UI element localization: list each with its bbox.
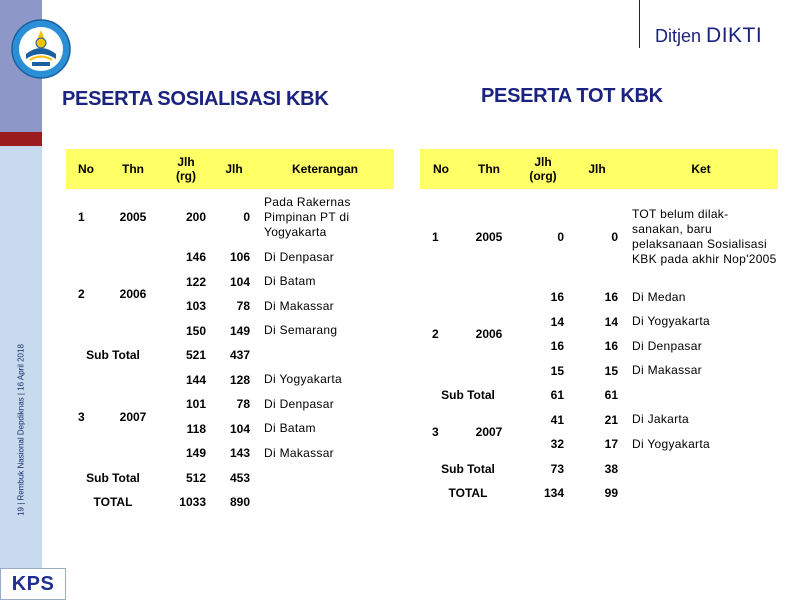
- sidebar-red-stripe: [0, 132, 42, 146]
- cell-ket: [624, 383, 778, 408]
- table-header-row: [66, 149, 394, 189]
- cell-thn: 2005: [475, 230, 503, 244]
- cell-ket: Di Makassar: [264, 298, 334, 313]
- cell-jlh-rg: 521: [185, 348, 206, 363]
- col-jlh-rg: [160, 149, 212, 189]
- col-thn: Thn: [106, 149, 160, 189]
- cell-jlh-rg: 101: [185, 397, 206, 412]
- col-jlh-org-line1: Jlh: [534, 155, 552, 169]
- cell-no: 2: [432, 327, 439, 341]
- cell-ket: [624, 481, 778, 506]
- cell-ket: [256, 490, 394, 515]
- cell-jlh: 128: [229, 372, 250, 387]
- subtotal-row: [66, 466, 394, 491]
- subtotal-row: [420, 457, 778, 482]
- tut-wuri-handayani-logo-icon: [10, 18, 72, 80]
- cell-jlh: 143: [229, 446, 250, 461]
- col-thn: Thn: [462, 149, 516, 189]
- total-row: [66, 490, 394, 515]
- cell-ket: Di Semarang: [264, 323, 338, 338]
- col-jlh-rg-line1: Jlh: [177, 155, 195, 169]
- col-ket: Ket: [624, 149, 778, 189]
- cell-jlh-org: 14: [550, 314, 564, 329]
- cell-ket: [624, 457, 778, 482]
- cell-ket: Di Medan: [632, 289, 686, 304]
- cell-jlh: 17: [604, 437, 618, 452]
- cell-jlh-rg: 146: [185, 250, 206, 265]
- cell-jlh: 0: [611, 230, 618, 244]
- col-jlh: Jlh: [212, 149, 256, 189]
- cell-jlh-rg: 118: [186, 421, 206, 436]
- table-row: [420, 285, 778, 310]
- cell-ket: Di Yogyakarta: [632, 436, 710, 451]
- cell-jlh: 106: [229, 250, 250, 265]
- cell-jlh-rg: 512: [185, 470, 206, 485]
- cell-no: 1: [78, 210, 85, 224]
- cell-jlh: 104: [229, 274, 250, 289]
- total-label: TOTAL: [448, 486, 488, 501]
- subtotal-row: [420, 383, 778, 408]
- cell-jlh-org: 16: [550, 339, 564, 354]
- cell-jlh: 99: [604, 486, 618, 501]
- cell-jlh-org: 73: [550, 461, 564, 476]
- cell-thn: 2007: [475, 425, 503, 439]
- table-header-row: [420, 149, 778, 189]
- brand-title: [655, 24, 762, 48]
- cell-ket: Di Batam: [264, 274, 316, 289]
- col-no: No: [420, 149, 462, 189]
- sosialisasi-table: [66, 149, 394, 515]
- cell-ket: Di Jakarta: [632, 412, 690, 427]
- cell-jlh: 38: [604, 461, 618, 476]
- cell-jlh: 0: [243, 210, 250, 224]
- table-row: [66, 189, 394, 245]
- cell-jlh-rg: 200: [185, 210, 206, 224]
- cell-jlh-rg: 103: [185, 299, 206, 314]
- col-jlh: Jlh: [570, 149, 624, 189]
- cell-ket: Di Batam: [264, 421, 316, 436]
- cell-jlh: 16: [604, 339, 618, 354]
- cell-ket: [256, 343, 394, 368]
- cell-jlh: 78: [236, 397, 250, 412]
- cell-jlh-rg: 150: [185, 323, 206, 338]
- subtotal-label: Sub Total: [441, 388, 495, 403]
- header-divider: [639, 0, 640, 48]
- cell-jlh: 437: [229, 348, 250, 363]
- cell-jlh-org: 15: [550, 363, 564, 378]
- cell-jlh: 78: [236, 299, 250, 314]
- cell-jlh-rg: 144: [185, 372, 206, 387]
- tot-table: [420, 149, 778, 506]
- cell-ket: Pada Rakernas Pimpinan PT di Yogyakarta: [264, 194, 351, 239]
- brand-name: DIKTI: [706, 24, 763, 47]
- cell-jlh-org: 0: [557, 230, 564, 244]
- cell-jlh-rg: 122: [185, 274, 206, 289]
- cell-jlh-org: 61: [550, 388, 564, 403]
- total-label: TOTAL: [93, 495, 133, 510]
- table-row: [66, 368, 394, 393]
- cell-jlh: 453: [229, 470, 250, 485]
- cell-ket: Di Denpasar: [632, 338, 702, 353]
- cell-jlh-org: 134: [543, 486, 564, 501]
- subtotal-label: Sub Total: [441, 461, 495, 476]
- cell-thn: 2006: [475, 327, 503, 341]
- cell-jlh-org: 16: [550, 290, 564, 305]
- tot-title: PESERTA TOT KBK: [481, 85, 663, 107]
- subtotal-label: Sub Total: [86, 470, 140, 485]
- cell-jlh: 890: [229, 495, 250, 510]
- subtotal-row: [66, 343, 394, 368]
- cell-ket: TOT belum dilak-sanakan, baru pelaksanaan Sosialisasi KBK pada akhir Nop'2005: [632, 207, 777, 266]
- cell-jlh: 21: [604, 412, 618, 427]
- cell-thn: 2006: [119, 287, 147, 301]
- table-row: [420, 189, 778, 285]
- col-jlh-org-line2: (org): [529, 169, 557, 183]
- cell-jlh-org: 41: [550, 412, 564, 427]
- cell-ket: Di Denpasar: [264, 396, 334, 411]
- cell-ket: Di Makassar: [632, 363, 702, 378]
- cell-ket: Di Yogyakarta: [264, 372, 342, 387]
- cell-jlh: 104: [229, 421, 250, 436]
- cell-ket: [256, 466, 394, 491]
- cell-thn: 2007: [119, 409, 147, 424]
- cell-ket: Di Makassar: [264, 445, 334, 460]
- cell-no: 3: [432, 425, 439, 439]
- side-caption: 19 | Rembuk Nasional Depdiknas | 16 April 2018: [16, 344, 26, 516]
- table-row: [420, 408, 778, 433]
- kps-logo: KPS: [0, 568, 66, 600]
- cell-no: 3: [78, 409, 85, 424]
- cell-jlh: 14: [604, 314, 618, 329]
- cell-jlh-rg: 149: [185, 446, 206, 461]
- cell-jlh: 149: [229, 323, 250, 338]
- cell-no: 1: [432, 230, 439, 244]
- cell-jlh: 61: [604, 388, 618, 403]
- cell-jlh: 15: [604, 363, 618, 378]
- cell-jlh-rg: 1033: [179, 495, 206, 510]
- cell-ket: Di Yogyakarta: [632, 314, 710, 329]
- cell-jlh: 16: [604, 290, 618, 305]
- col-jlh-org: [516, 149, 570, 189]
- col-jlh-rg-line2: (rg): [176, 169, 196, 183]
- col-keterangan: Keterangan: [256, 149, 394, 189]
- table-row: [66, 245, 394, 270]
- cell-ket: Di Denpasar: [264, 249, 334, 264]
- brand-prefix: Ditjen: [655, 26, 702, 46]
- cell-thn: 2005: [119, 210, 147, 224]
- cell-no: 2: [78, 287, 85, 301]
- cell-jlh-org: 32: [550, 437, 564, 452]
- sosialisasi-title: PESERTA SOSIALISASI KBK: [62, 88, 329, 110]
- subtotal-label: Sub Total: [86, 348, 140, 363]
- col-no: No: [66, 149, 106, 189]
- total-row: [420, 481, 778, 506]
